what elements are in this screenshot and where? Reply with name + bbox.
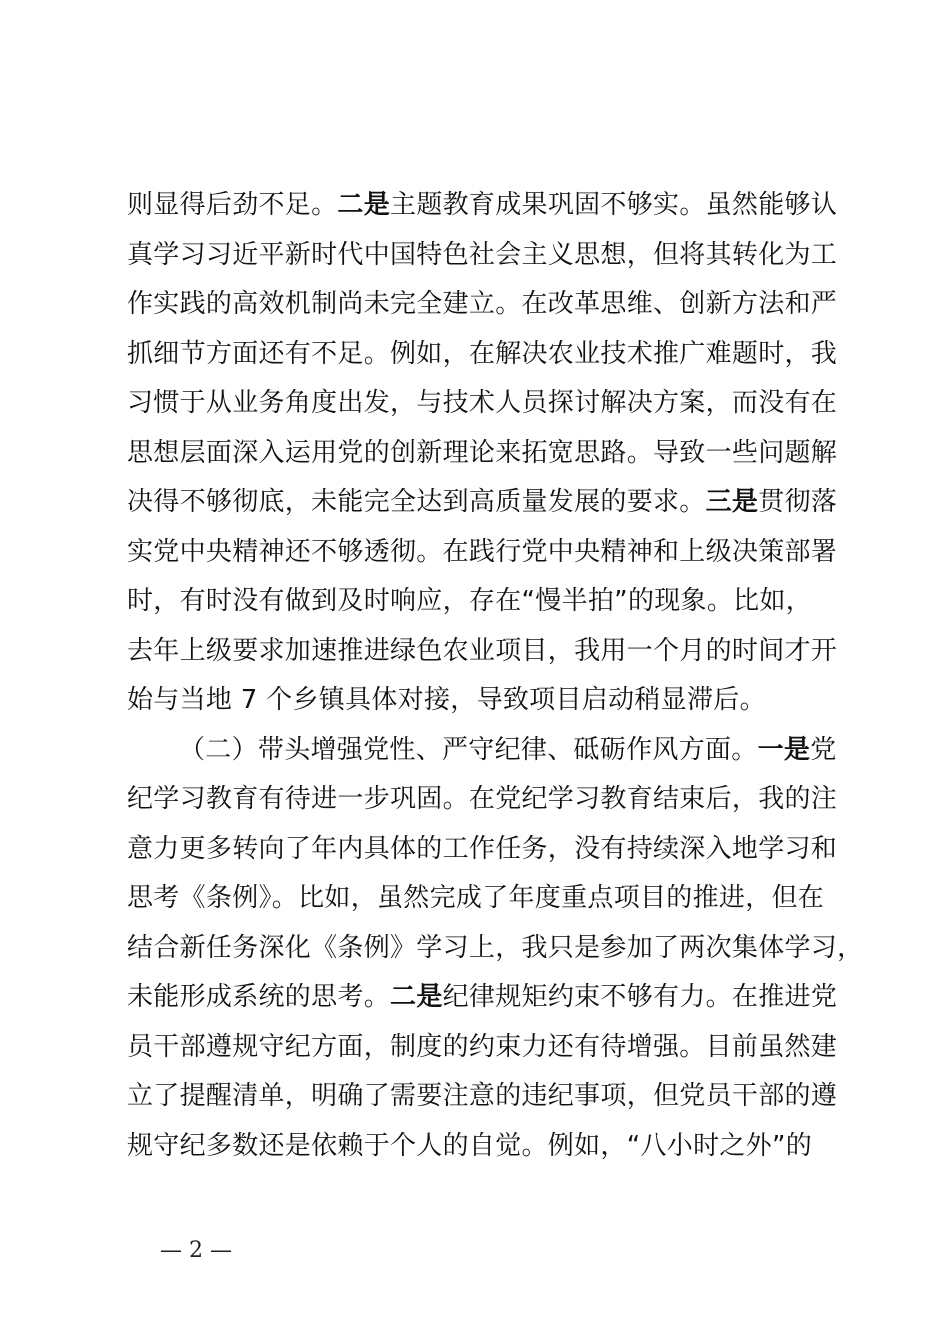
text-line (127, 231, 857, 281)
text-run: 结合新任务深化《条例》学习上，我只是参加了两次集体学习， (127, 932, 864, 963)
text-run: 立了提醒清单，明确了需要注意的违纪事项，但党员干部的遵 (127, 1081, 838, 1111)
text-line (127, 775, 857, 825)
text-run: 实党中央精神还不够透彻。在践行党中央精神和上级决策部署 (127, 536, 838, 567)
document-body (127, 181, 864, 1171)
text-line (127, 280, 857, 330)
text-run: 真学习习近平新时代中国特色社会主义思想，但将其转化为工 (127, 239, 838, 270)
bold-text-run: 二是 (337, 190, 391, 220)
text-line (127, 825, 857, 875)
text-run: 贯彻落 (758, 487, 838, 517)
text-line (127, 330, 857, 380)
bold-text-run: 一是 (757, 734, 811, 765)
page-number: — 2 — (160, 1238, 232, 1263)
text-run: 意力更多转向了年内具体的工作任务，没有持续深入地学习和 (127, 833, 838, 864)
text-line (127, 528, 857, 578)
text-line (127, 478, 857, 528)
text-run: 习惯于从业务角度出发，与技术人员探讨解决方案，而没有在 (127, 388, 838, 418)
text-run: 作实践的高效机制尚未完全建立。在改革思维、创新方法和严 (127, 289, 838, 319)
text-run: （二）带头增强党性、严守纪律、砥砺作风方面。 (179, 734, 758, 765)
text-line (127, 181, 857, 231)
text-run: 时，有时没有做到及时响应，存在“慢半拍”的现象。比如， (127, 586, 813, 616)
text-run: 规守纪多数还是依赖于个人的自觉。例如，“八小时之外”的 (127, 1130, 813, 1161)
text-run: 纪律规矩约束不够有力。在推进党 (442, 982, 838, 1012)
text-run: 去年上级要求加速推进绿色农业项目，我用一个月的时间才开 (127, 635, 838, 666)
text-line (127, 676, 857, 726)
text-line (127, 379, 857, 429)
text-run: 员干部遵规守纪方面，制度的约束力还有待增强。目前虽然建 (127, 1031, 838, 1062)
text-line (127, 429, 857, 479)
text-line (127, 627, 857, 677)
text-run: 主题教育成果巩固不够实。虽然能够认 (390, 190, 838, 220)
text-line (127, 973, 857, 1023)
text-run: 抓细节方面还有不足。例如，在解决农业技术推广难题时，我 (127, 338, 838, 369)
text-line (127, 577, 857, 627)
text-run: 未能形成系统的思考。 (127, 982, 391, 1012)
text-run: 思考《条例》。比如，虽然完成了年度重点项目的推进，但在 (127, 883, 825, 913)
text-line (127, 874, 857, 924)
text-run: 始与当地 7 个乡镇具体对接，导致项目启动稍显滞后。 (127, 685, 766, 715)
bold-text-run: 三是 (705, 487, 759, 517)
text-run: 决得不够彻底，未能完全达到高质量发展的要求。 (127, 487, 706, 517)
text-run: 思想层面深入运用党的创新理论来拓宽思路。导致一些问题解 (127, 437, 838, 468)
section-heading-line (127, 726, 857, 776)
text-run: 纪学习教育有待进一步巩固。在党纪学习教育结束后，我的注 (127, 784, 838, 814)
bold-text-run: 二是 (390, 982, 443, 1012)
text-run: 则显得后劲不足。 (127, 190, 338, 220)
text-line (127, 924, 864, 974)
text-line (127, 1072, 857, 1122)
text-line (127, 1122, 857, 1172)
text-line (127, 1023, 857, 1073)
text-run: 党 (810, 734, 837, 765)
